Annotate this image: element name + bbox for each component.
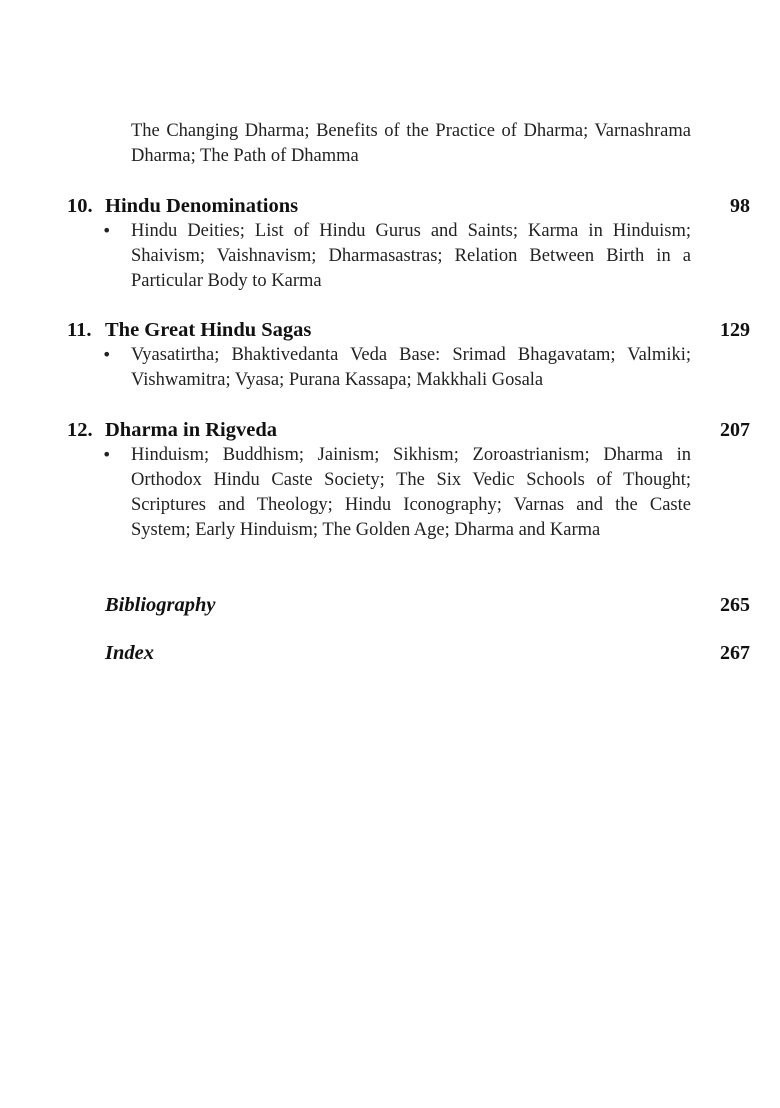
bibliography-entry[interactable]: Bibliography (105, 594, 216, 616)
chapter-title: The Great Hindu Sagas (105, 319, 312, 341)
chapter-11-heading[interactable] (67, 317, 311, 343)
chapter-11-page: 129 (720, 319, 750, 341)
bullet-icon: • (102, 445, 112, 464)
chapter-12-heading[interactable] (67, 417, 277, 443)
bibliography-page: 265 (720, 594, 750, 616)
chapter-number: 11. (67, 319, 92, 341)
index-entry[interactable]: Index (105, 642, 154, 664)
chapter-12-page: 207 (720, 419, 750, 441)
chapter-title: Dharma in Rigveda (105, 419, 277, 441)
bullet-icon: • (102, 221, 112, 240)
chapter-12-topics: Hinduism; Buddhism; Jainism; Sikhism; Zoroastrianism; Dharma in Orthodox Hindu Caste Society; The Six Vedic Schools of Thought; Scriptures and Theology; Hindu Iconography; Varnas and the Caste System; Early Hinduism; The Golden Age; Dharma and Karma (131, 445, 691, 540)
chapter-11-topics: Vyasatirtha; Bhaktivedanta Veda Base: Srimad Bhagavatam; Valmiki; Vishwamitra; Vyasa; Purana Kassapa; Makkhali Gosala (131, 345, 691, 390)
bullet-icon: • (102, 345, 112, 364)
chapter-10-page: 98 (730, 195, 750, 217)
chapter-10-heading[interactable] (67, 193, 298, 219)
chapter-title: Hindu Denominations (105, 195, 299, 217)
chapter-10-topics: Hindu Deities; List of Hindu Gurus and Saints; Karma in Hinduism; Shaivism; Vaishnavism; Dharmasastras; Relation Between Birth in a Particular Body to Karma (131, 221, 691, 291)
chapter-number: 12. (67, 419, 93, 441)
chapter-number: 10. (67, 195, 93, 217)
continued-topics: The Changing Dharma; Benefits of the Practice of Dharma; Varnashrama Dharma; The Path of Dhamma (131, 121, 691, 166)
index-page: 267 (720, 642, 750, 664)
